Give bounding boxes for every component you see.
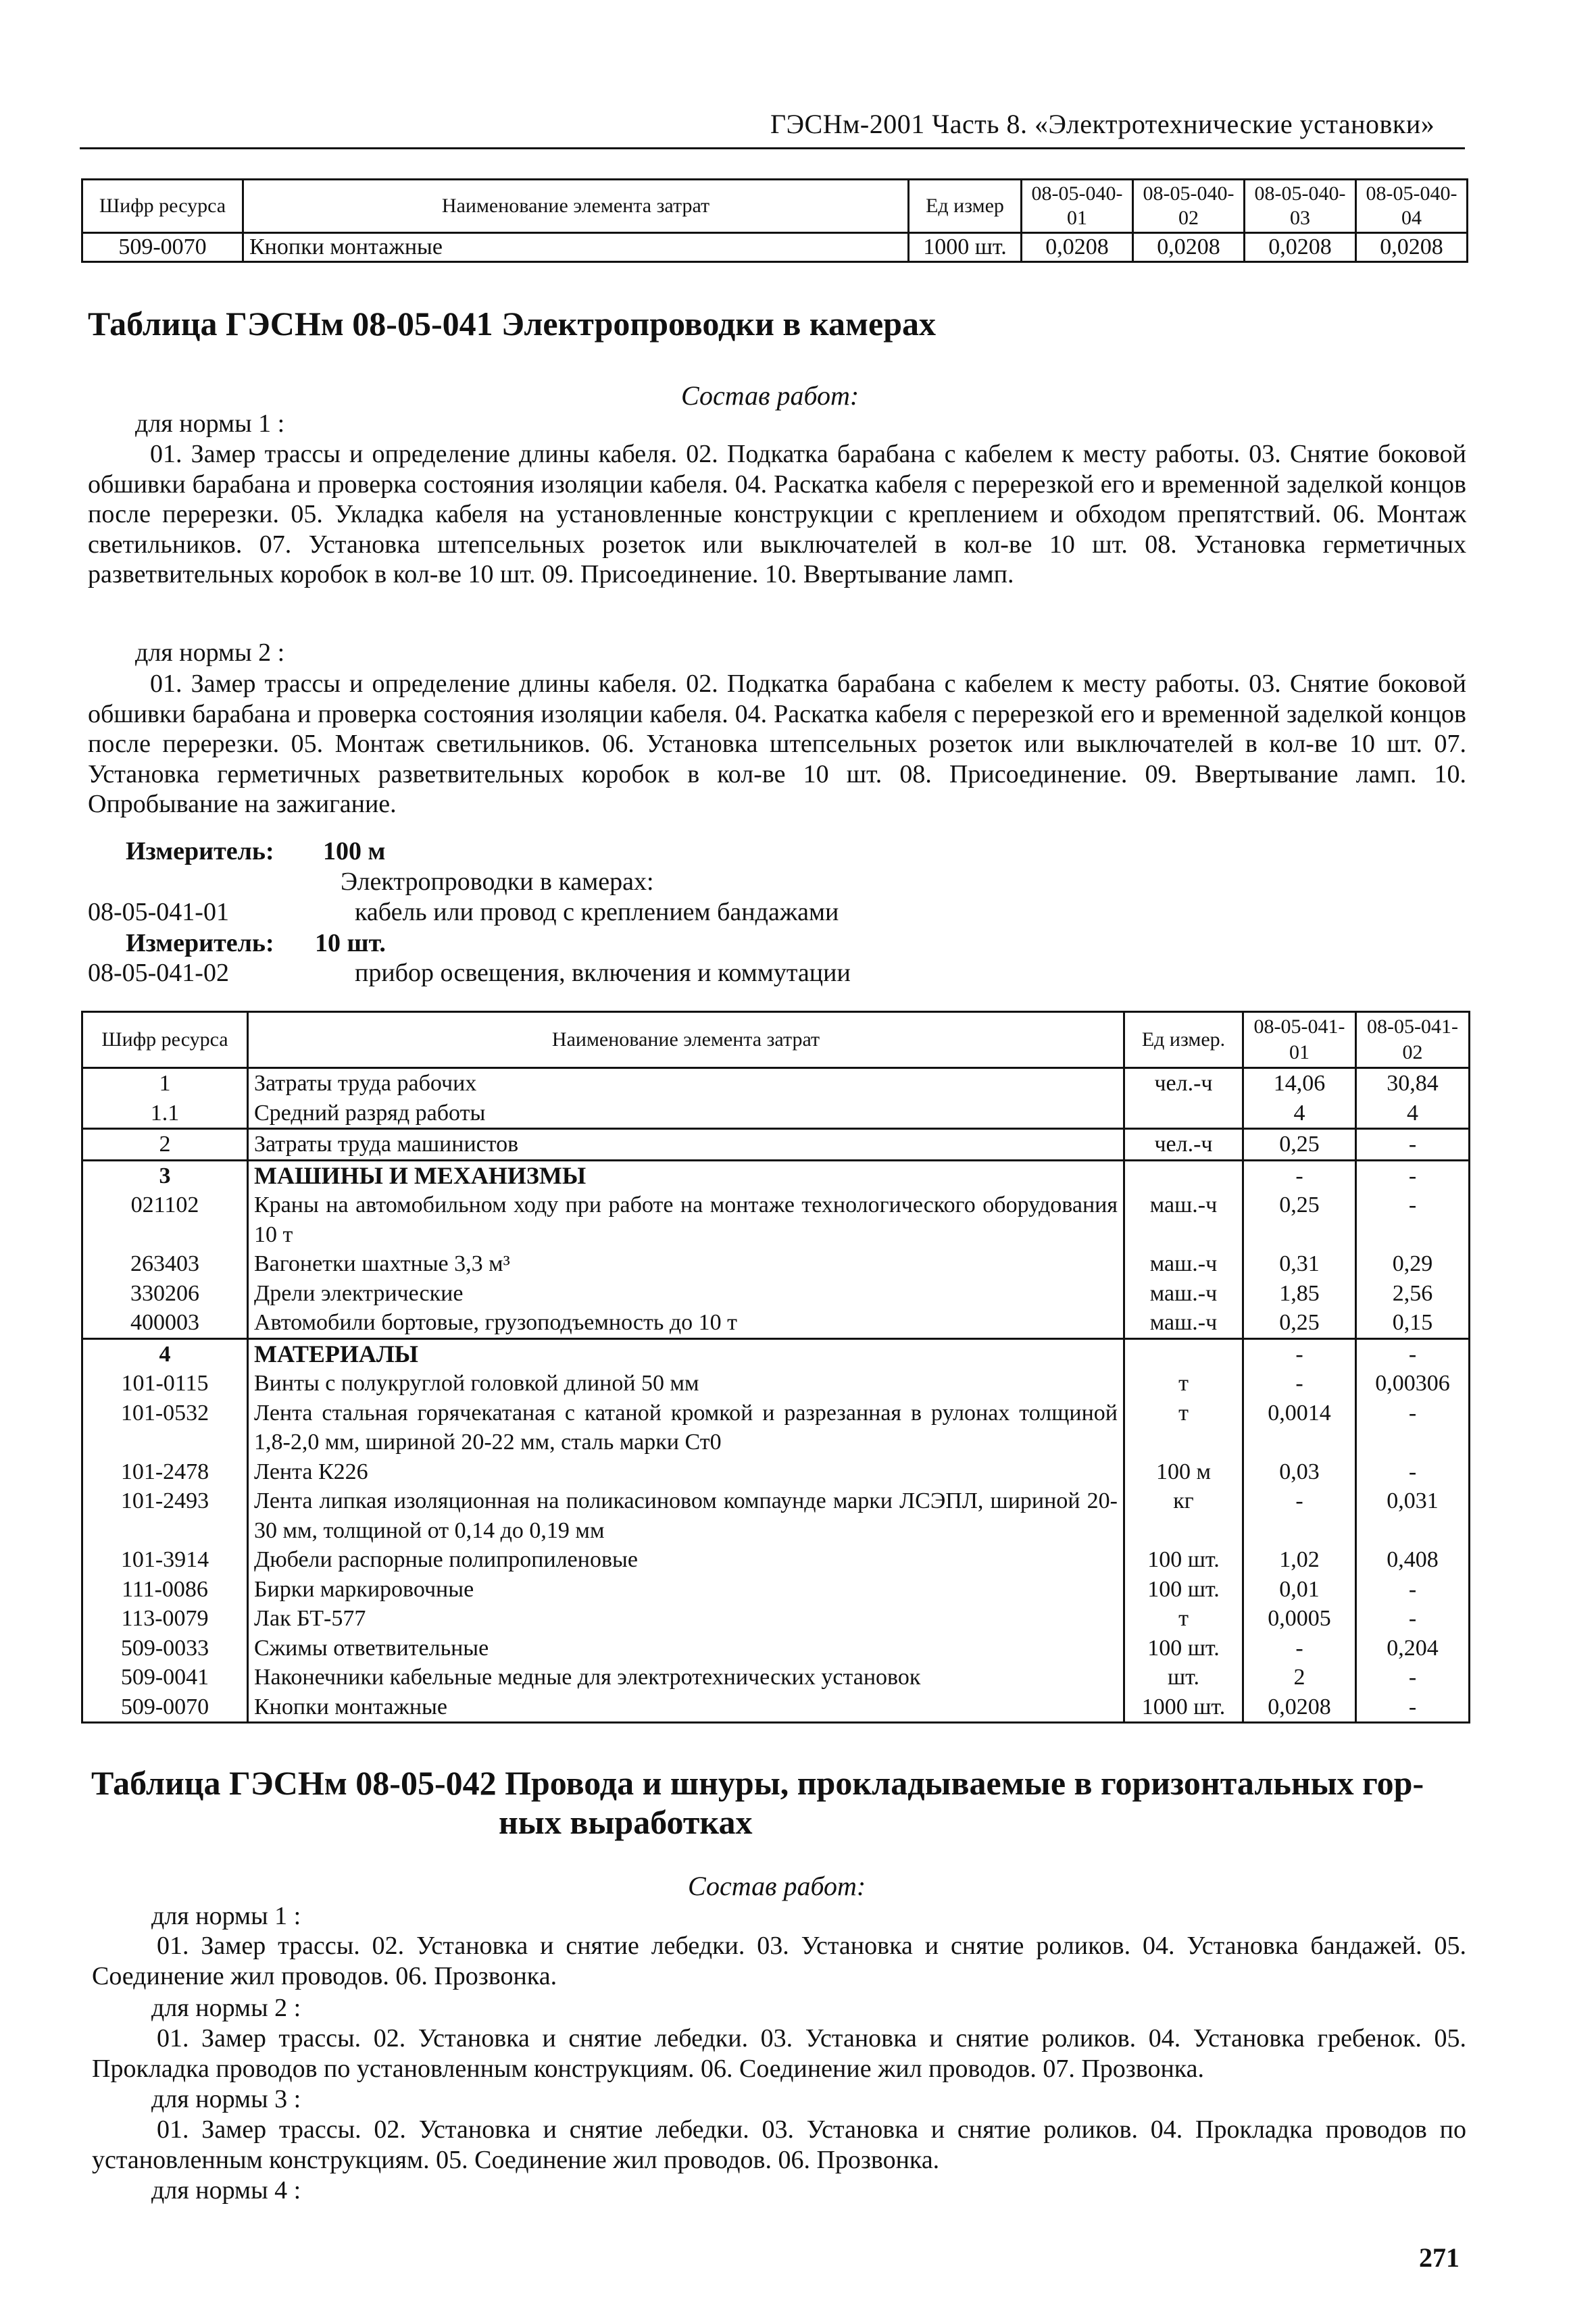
top-col-code: Шифр ресурса [82,180,243,233]
cell-value: 0,25 [1243,1308,1356,1338]
cell-value: 0,0208 [1133,233,1245,262]
cell-code: 4 [82,1338,248,1369]
cell-unit: шт. [1124,1663,1243,1692]
cell-code: 3 [82,1160,248,1190]
cell-unit [1124,1160,1243,1190]
cell-name: Автомобили бортовые, грузоподъемность до 10 т [248,1308,1124,1338]
cell-unit [1124,1099,1243,1129]
cell-unit: т [1124,1369,1243,1399]
cell-value: 1,85 [1243,1279,1356,1309]
table-row [82,1369,1470,1399]
col-unit: Ед измер. [1124,1012,1243,1068]
cell-value: 0,031 [1356,1486,1470,1545]
cell-value: 0,31 [1243,1249,1356,1279]
cell-code: 509-0070 [82,233,243,262]
cell-name: МАШИНЫ И МЕХАНИЗМЫ [248,1160,1124,1190]
cell-code: 101-3914 [82,1545,248,1575]
table-row [82,1249,1470,1279]
measure2-label: Измеритель: [126,929,274,957]
code2-desc: прибор освещения, включения и коммутации [355,959,851,987]
cell-code: 1 [82,1068,248,1099]
cell-unit: 100 м [1124,1457,1243,1487]
table-row [82,1545,1470,1575]
cell-name: Наконечники кабельные медные для электротехнических установок [248,1663,1124,1692]
cell-value: 0,25 [1243,1190,1356,1249]
cell-code: 330206 [82,1279,248,1309]
cell-unit: маш.-ч [1124,1190,1243,1249]
cell-value: 0,03 [1243,1457,1356,1487]
cell-name: Сжимы ответвительные [248,1634,1124,1663]
cell-code: 021102 [82,1190,248,1249]
section2-norm3-text: 01. Замер трассы. 02. Установка и снятие лебедки. 03. Установка и снятие роликов. 04. Прокладка проводов по установленным конструкциям. 05. Соединение жил проводов. 06. Прозвонка. [92,2115,1466,2174]
section1-norm2-label: для нормы 2 : [135,638,285,667]
cell-value: 0,00306 [1356,1369,1470,1399]
table-row [82,1575,1470,1605]
table-row [82,1129,1470,1161]
section1-title: Таблица ГЭСНм 08-05-041 Электропроводки в камерах [88,305,937,343]
cell-unit: кг [1124,1486,1243,1545]
cell-name: Винты с полукруглой головкой длиной 50 мм [248,1369,1124,1399]
table-row [82,1663,1470,1692]
table-row [82,1399,1470,1457]
col-name: Наименование элемента затрат [248,1012,1124,1068]
cell-unit: т [1124,1399,1243,1457]
cell-value: 0,0208 [1243,1692,1356,1723]
table-row [82,1190,1470,1249]
cell-value: 0,25 [1243,1129,1356,1161]
section2-title-line1: Таблица ГЭСНм 08-05-042 Провода и шнуры, прокладываемые в горизонтальных гор- [91,1764,1424,1802]
cell-value: - [1243,1369,1356,1399]
top-table-header [82,180,1468,233]
top-col-norm: 08-05-040-02 [1133,180,1245,233]
section1-norm1-text: 01. Замер трассы и определение длины кабеля. 02. Подкатка барабана с кабелем к месту работы. 03. Снятие боковой обшивки барабана и проверка состояния изоляции кабеля. 04. Раскатка кабеля с перерезкой его и временной заделкой концов после перерезки. 05. Укладка кабеля на установленные конструкции с креплением и обходом препятствий. 06. Монтаж светильников. 07. Установка штепсельных розеток или выключателей в кол-ве 10 шт. 08. Установка герметичных разветвительных коробок в кол-ве 10 шт. 09. Присоединение. 10. Ввертывание ламп. [88,440,1466,588]
cell-unit: чел.-ч [1124,1129,1243,1161]
top-col-norm: 08-05-040-01 [1022,180,1133,233]
cell-name: Лента липкая изоляционная на поликасиновом компаунде марки ЛСЭПЛ, шириной 20-30 мм, толщиной от 0,14 до 0,19 мм [248,1486,1124,1545]
top-col-norm: 08-05-040-03 [1245,180,1356,233]
cell-value: - [1356,1190,1470,1249]
cell-code: 113-0079 [82,1604,248,1634]
cell-name: Краны на автомобильном ходу при работе на монтаже технологического оборудования 10 т [248,1190,1124,1249]
section1-sostav: Состав работ: [681,380,859,411]
table-row [82,1068,1470,1099]
cell-unit: 100 шт. [1124,1545,1243,1575]
cell-code: 101-0532 [82,1399,248,1457]
cell-unit [1124,1338,1243,1369]
section2-sostav: Состав работ: [688,1871,866,1901]
cell-code: 509-0070 [82,1692,248,1723]
section1-norm1-label: для нормы 1 : [135,409,285,438]
cell-name: Кнопки монтажные [243,233,909,262]
cell-value: - [1243,1160,1356,1190]
table-row [82,1099,1470,1129]
measure1-label: Измеритель: [126,837,274,865]
cell-unit: 1000 шт. [1124,1692,1243,1723]
cell-value: - [1243,1486,1356,1545]
cell-code: 509-0033 [82,1634,248,1663]
cell-value: 4 [1356,1099,1470,1129]
cell-value: 2 [1243,1663,1356,1692]
top-col-name: Наименование элемента затрат [243,180,909,233]
cell-value: - [1356,1338,1470,1369]
code1-desc: кабель или провод с креплением бандажами [355,898,839,926]
table-row [82,1279,1470,1309]
cell-name: Дрели электрические [248,1279,1124,1309]
cell-value: - [1356,1692,1470,1723]
cell-value: - [1356,1575,1470,1605]
cell-value: 2,56 [1356,1279,1470,1309]
cell-code: 101-2478 [82,1457,248,1487]
col-norm-02: 08-05-041-02 [1356,1012,1470,1068]
header-rule [80,147,1465,149]
cell-unit: маш.-ч [1124,1249,1243,1279]
cell-value: 30,84 [1356,1068,1470,1099]
cell-value: 0,0208 [1356,233,1468,262]
cell-name: Кнопки монтажные [248,1692,1124,1723]
cell-value: 0,15 [1356,1308,1470,1338]
cell-name: Лак БТ-577 [248,1604,1124,1634]
cell-code: 2 [82,1129,248,1161]
cell-name: Вагонетки шахтные 3,3 м³ [248,1249,1124,1279]
cell-value: - [1243,1634,1356,1663]
cell-name: Лента К226 [248,1457,1124,1487]
cell-value: 14,06 [1243,1068,1356,1099]
resource-table-body [82,1068,1470,1723]
page-number: 271 [1419,2242,1460,2273]
cell-name: Затраты труда машинистов [248,1129,1124,1161]
section2-norm4-label: для нормы 4 : [151,2176,301,2205]
resource-table-header [82,1012,1470,1068]
cell-code: 101-2493 [82,1486,248,1545]
cell-value: 0,408 [1356,1545,1470,1575]
cell-value: 0,204 [1356,1634,1470,1663]
cell-code: 263403 [82,1249,248,1279]
section2-norm2-text: 01. Замер трассы. 02. Установка и снятие лебедки. 03. Установка и снятие роликов. 04. Установка гребенок. 05. Прокладка проводов по установленным конструкциям. 06. Соединение жил проводов. 07. Прозвонка. [92,2024,1466,2083]
cell-name: Дюбели распорные полипропиленовые [248,1545,1124,1575]
table-row [82,1457,1470,1487]
cell-value: - [1243,1338,1356,1369]
table-row [82,233,1468,262]
cell-code: 111-0086 [82,1575,248,1605]
cell-unit: чел.-ч [1124,1068,1243,1099]
cell-unit: маш.-ч [1124,1308,1243,1338]
table-row [82,1692,1470,1723]
cell-name: МАТЕРИАЛЫ [248,1338,1124,1369]
table-row [82,1604,1470,1634]
cell-unit: 1000 шт. [909,233,1022,262]
running-header: ГЭСНм-2001 Часть 8. «Электротехнические установки» [770,109,1435,139]
cell-code: 509-0041 [82,1663,248,1692]
section2-title-line2: ных выработках [499,1803,753,1841]
cell-value: - [1356,1160,1470,1190]
section2-norm1-label: для нормы 1 : [151,1902,301,1930]
section2-norm3-label: для нормы 3 : [151,2085,301,2113]
section2-norm2-label: для нормы 2 : [151,1994,301,2022]
cell-code: 101-0115 [82,1369,248,1399]
section1-norm2-text: 01. Замер трассы и определение длины кабеля. 02. Подкатка барабана с кабелем к месту работы. 03. Снятие боковой обшивки барабана и проверка состояния изоляции кабеля. 04. Раскатка кабеля с перерезкой его и временной заделкой концов после перерезки. 05. Монтаж светильников. 06. Установка штепсельных розеток или выключателей в кол-ве 10 шт. 07. Установка герметичных разветвительных коробок в кол-ве 10 шт. 08. Присоединение. 09. Ввертывание ламп. 10. Опробывание на зажигание. [88,670,1466,818]
table-row [82,1338,1470,1369]
cell-value: 0,0208 [1022,233,1133,262]
cell-value: 4 [1243,1099,1356,1129]
cell-name: Затраты труда рабочих [248,1068,1124,1099]
cell-value: 0,29 [1356,1249,1470,1279]
code1: 08-05-041-01 [88,898,229,926]
cell-unit: 100 шт. [1124,1575,1243,1605]
cell-code: 400003 [82,1308,248,1338]
section2-norm1-text: 01. Замер трассы. 02. Установка и снятие лебедки. 03. Установка и снятие роликов. 04. Установка бандажей. 05. Соединение жил проводов. 06. Прозвонка. [92,1932,1466,1990]
table-row [82,1486,1470,1545]
cell-value: 0,0208 [1245,233,1356,262]
top-col-norm: 08-05-040-04 [1356,180,1468,233]
resource-table [81,1011,1470,1724]
cell-value: 0,0005 [1243,1604,1356,1634]
measure2-value: 10 шт. [315,929,386,957]
table-row [82,1634,1470,1663]
cell-value: 0,01 [1243,1575,1356,1605]
col-code: Шифр ресурса [82,1012,248,1068]
cell-name: Бирки маркировочные [248,1575,1124,1605]
cell-name: Средний разряд работы [248,1099,1124,1129]
measure1-value: 100 м [323,837,386,865]
cell-unit: 100 шт. [1124,1634,1243,1663]
cell-unit: т [1124,1604,1243,1634]
top-table [81,178,1468,263]
col-norm-01: 08-05-041-01 [1243,1012,1356,1068]
cell-value: - [1356,1663,1470,1692]
cell-value: - [1356,1399,1470,1457]
table-row [82,1308,1470,1338]
top-col-unit: Ед измер [909,180,1022,233]
code2: 08-05-041-02 [88,959,229,987]
cell-value: 1,02 [1243,1545,1356,1575]
cell-value: - [1356,1457,1470,1487]
cell-value: 0,0014 [1243,1399,1356,1457]
cell-unit: маш.-ч [1124,1279,1243,1309]
cell-value: - [1356,1129,1470,1161]
table-row [82,1160,1470,1190]
cell-code: 1.1 [82,1099,248,1129]
group-title: Электропроводки в камерах: [341,867,654,896]
cell-value: - [1356,1604,1470,1634]
cell-name: Лента стальная горячекатаная с катаной кромкой и разрезанная в рулонах толщиной 1,8-2,0 мм, шириной 20-22 мм, сталь марки Ст0 [248,1399,1124,1457]
